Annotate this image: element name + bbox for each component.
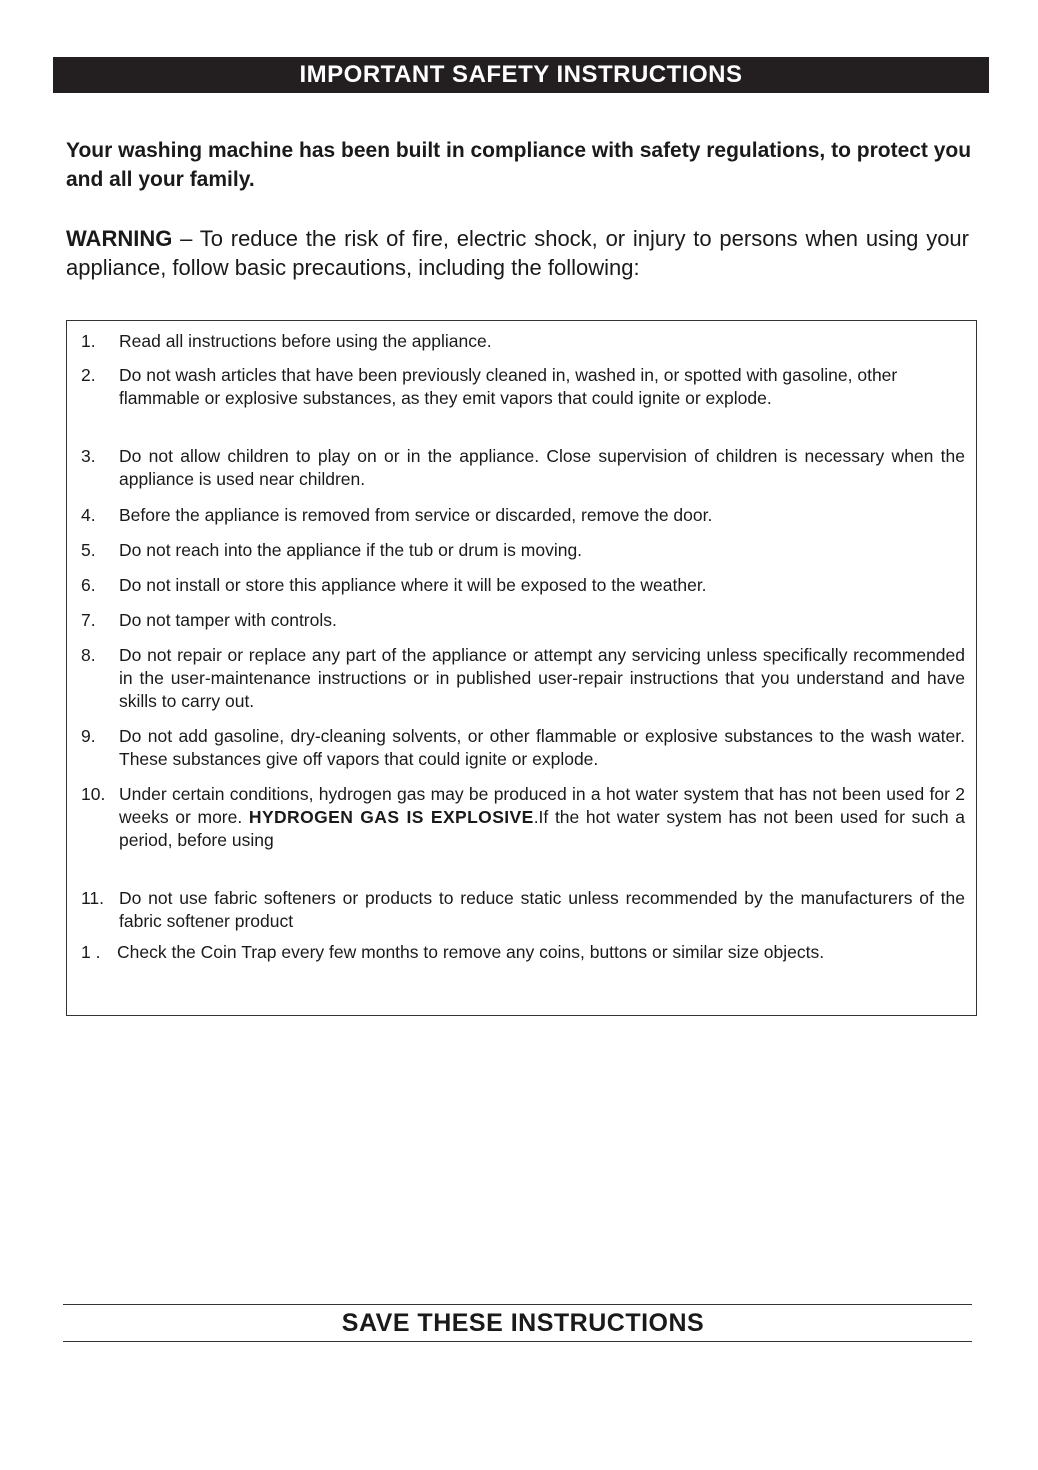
list-item: [81, 504, 965, 527]
item-text: Do not use fabric softeners or products to reduce static unless recommended by the manufacturers of the fabric softener product: [119, 888, 965, 931]
item-text-part: .If the hot water system has not been used for such a period, before using: [119, 807, 966, 850]
item-text: Do not tamper with controls.: [119, 610, 337, 630]
list-item: [81, 887, 965, 933]
list-item: [81, 783, 965, 852]
list-item: [81, 330, 965, 353]
item-text: Check the Coin Trap every few months to remove any coins, buttons or similar size objects.: [117, 942, 825, 962]
item-number: 10.: [81, 784, 106, 804]
item-number: 11.: [81, 888, 105, 908]
item-text: Do not reach into the appliance if the tub or drum is moving.: [119, 540, 583, 560]
item-text: Do not wash articles that have been previously cleaned in, washed in, or spotted with gasoline, other flammable or explosive substances, as they emit vapors that could ignite or explode.: [119, 365, 898, 408]
item-text: Do not add gasoline, dry-cleaning solvents, or other flammable or explosive substances to the wash water. These substances give off vapors that could ignite or explode.: [119, 726, 965, 769]
item-number: 2.: [81, 365, 96, 385]
save-instructions-title: SAVE THESE INSTRUCTIONS: [341, 1309, 705, 1337]
item-text: Read all instructions before using the appliance.: [119, 331, 492, 351]
list-item: [81, 539, 965, 562]
item-text: Do not allow children to play on or in the appliance. Close supervision of children is necessary when the appliance is used near children.: [119, 446, 965, 489]
list-item: [81, 609, 965, 632]
item-number: 1 .: [81, 942, 101, 962]
item-number: 4.: [81, 505, 96, 525]
divider: [63, 1304, 972, 1305]
item-text: Do not install or store this appliance where it will be exposed to the weather.: [119, 575, 707, 595]
page-title: IMPORTANT SAFETY INSTRUCTIONS: [53, 57, 989, 93]
item-number: 6.: [81, 575, 96, 595]
list-item: [81, 725, 965, 771]
list-item: [81, 941, 965, 964]
item-number: 1.: [81, 331, 96, 351]
warning-text: – To reduce the risk of fire, electric shock, or injury to persons when using your appliance, follow basic precautions, including the following:: [66, 226, 969, 280]
intro-text: Your washing machine has been built in compliance with safety regulations, to protect you and all your family.: [66, 139, 972, 191]
item-number: 3.: [81, 446, 96, 466]
item-number: 5.: [81, 540, 96, 560]
warning-label: WARNING: [66, 226, 173, 251]
item-text: [119, 783, 965, 852]
item-text: Before the appliance is removed from service or discarded, remove the door.: [119, 505, 713, 525]
divider: [63, 1341, 972, 1342]
list-item: [81, 574, 965, 597]
hydrogen-warning-text: HYDROGEN GAS IS EXPLOSIVE: [248, 807, 534, 827]
item-number: 7.: [81, 610, 96, 630]
list-item: [81, 445, 965, 491]
instructions-box: [66, 320, 977, 1016]
warning-paragraph: [66, 224, 969, 282]
list-item: [81, 364, 965, 410]
item-text: Do not repair or replace any part of the appliance or attempt any servicing unless specifically recommended in the user-maintenance instructions or in published user-repair instructions that you understand and have skills to carry out.: [119, 645, 965, 711]
item-text-part: Under certain conditions, hydrogen gas may be produced in a hot water system that has not been used for 2 weeks or more.: [119, 784, 965, 827]
list-item: [81, 644, 965, 713]
item-number: 8.: [81, 645, 96, 665]
item-number: 9.: [81, 726, 96, 746]
